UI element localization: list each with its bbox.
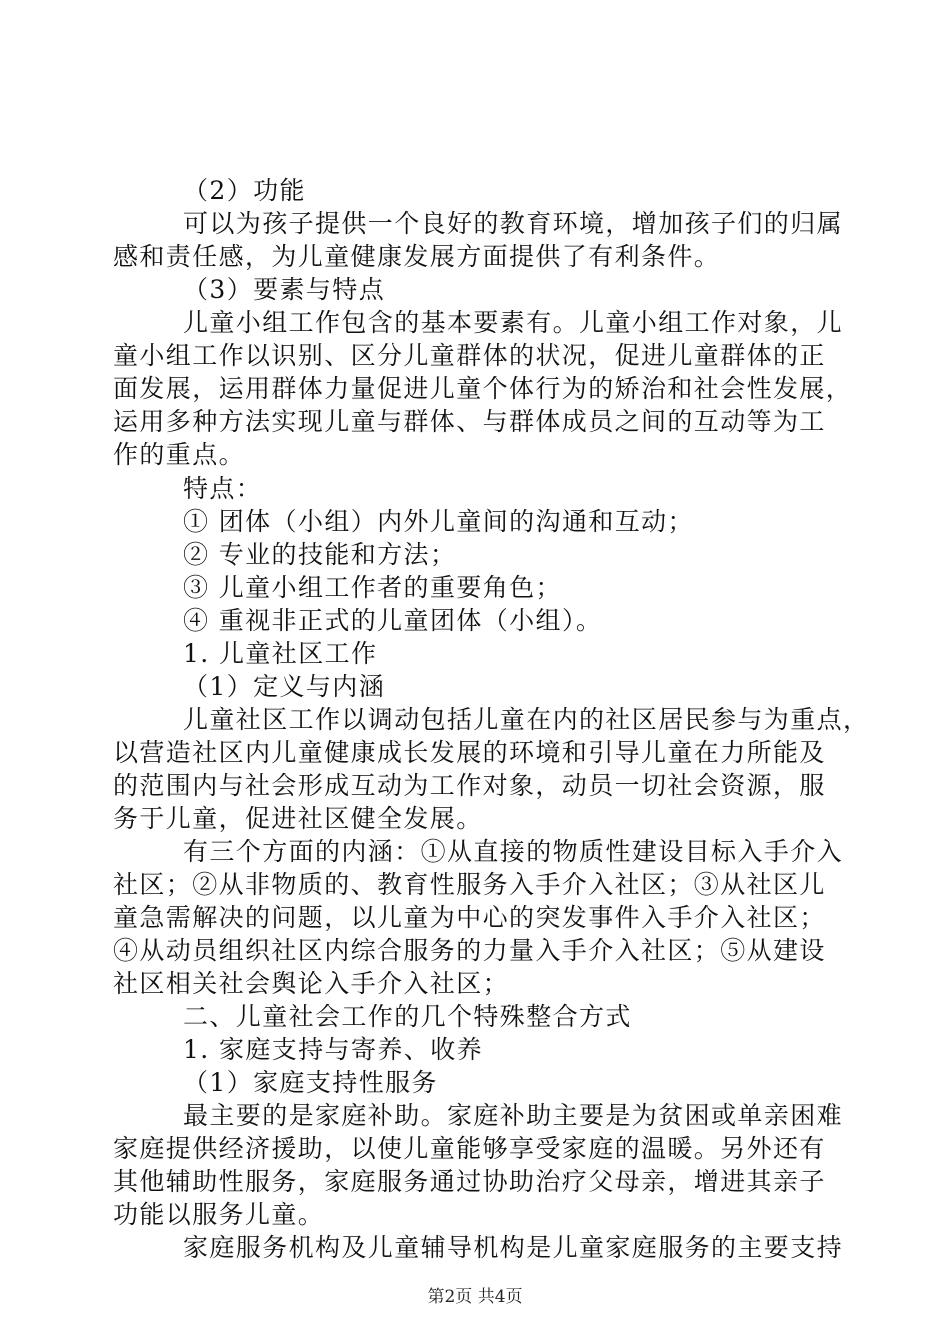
text-line: 其他辅助性服务，家庭服务通过协助治疗父母亲，增进其亲子: [113, 1167, 826, 1196]
text-line: 感和责任感，为儿童健康发展方面提供了有利条件。: [113, 242, 721, 271]
text-line: （3）要素与特点: [183, 275, 386, 304]
text-line: 特点：: [183, 474, 263, 503]
text-line: 童急需解决的问题，以儿童为中心的突发事件入手介入社区；: [113, 903, 826, 932]
text-line: （1）家庭支持性服务: [183, 1068, 438, 1097]
text-line: 二、儿童社会工作的几个特殊整合方式: [183, 1002, 632, 1031]
page-footer: 第2页 共4页: [427, 1287, 523, 1307]
text-line: 家庭提供经济援助，以使儿童能够享受家庭的温暖。另外还有: [113, 1134, 826, 1163]
text-line: ④从动员组织社区内综合服务的力量入手介入社区；⑤从建设: [113, 936, 826, 965]
text-line: 的范围内与社会形成互动为工作对象，动员一切社会资源，服: [113, 771, 826, 800]
text-line: 功能以服务儿童。: [113, 1200, 325, 1229]
text-line: 社区；②从非物质的、教育性服务入手介入社区；③从社区儿: [113, 870, 826, 899]
text-line: 家庭服务机构及儿童辅导机构是儿童家庭服务的主要支持: [183, 1233, 844, 1262]
text-line: 最主要的是家庭补助。家庭补助主要是为贫困或单亲困难: [183, 1101, 844, 1130]
text-line: 有三个方面的内涵：①从直接的物质性建设目标入手介入: [183, 837, 844, 866]
text-line: 1. 儿童社区工作: [183, 639, 378, 668]
text-line: 童小组工作以识别、区分儿童群体的状况，促进儿童群体的正: [113, 341, 826, 370]
text-line: ④ 重视非正式的儿童团体（小组）。: [183, 606, 603, 635]
text-line: 可以为孩子提供一个良好的教育环境，增加孩子们的归属: [183, 209, 844, 238]
text-line: ② 专业的技能和方法；: [183, 540, 457, 569]
text-line: 儿童小组工作包含的基本要素有。儿童小组工作对象，儿: [183, 308, 844, 337]
text-line: 务于儿童，促进社区健全发展。: [113, 804, 483, 833]
text-line: 面发展，运用群体力量促进儿童个体行为的矫治和社会性发展，: [113, 374, 853, 403]
text-line: 运用多种方法实现儿童与群体、与群体成员之间的互动等为工: [113, 407, 826, 436]
text-line: 作的重点。: [113, 440, 246, 469]
text-line: 社区相关社会舆论入手介入社区；: [113, 969, 510, 998]
text-line: （1）定义与内涵: [183, 672, 386, 701]
text-line: （2）功能: [183, 176, 306, 205]
text-line: ③ 儿童小组工作者的重要角色；: [183, 573, 562, 602]
text-line: 以营造社区内儿童健康成长发展的环境和引导儿童在力所能及: [113, 738, 826, 767]
text-line: 儿童社区工作以调动包括儿童在内的社区居民参与为重点，: [183, 705, 870, 734]
text-line: 1. 家庭支持与寄养、收养: [183, 1035, 484, 1064]
text-line: ① 团体（小组）内外儿童间的沟通和互动；: [183, 507, 694, 536]
